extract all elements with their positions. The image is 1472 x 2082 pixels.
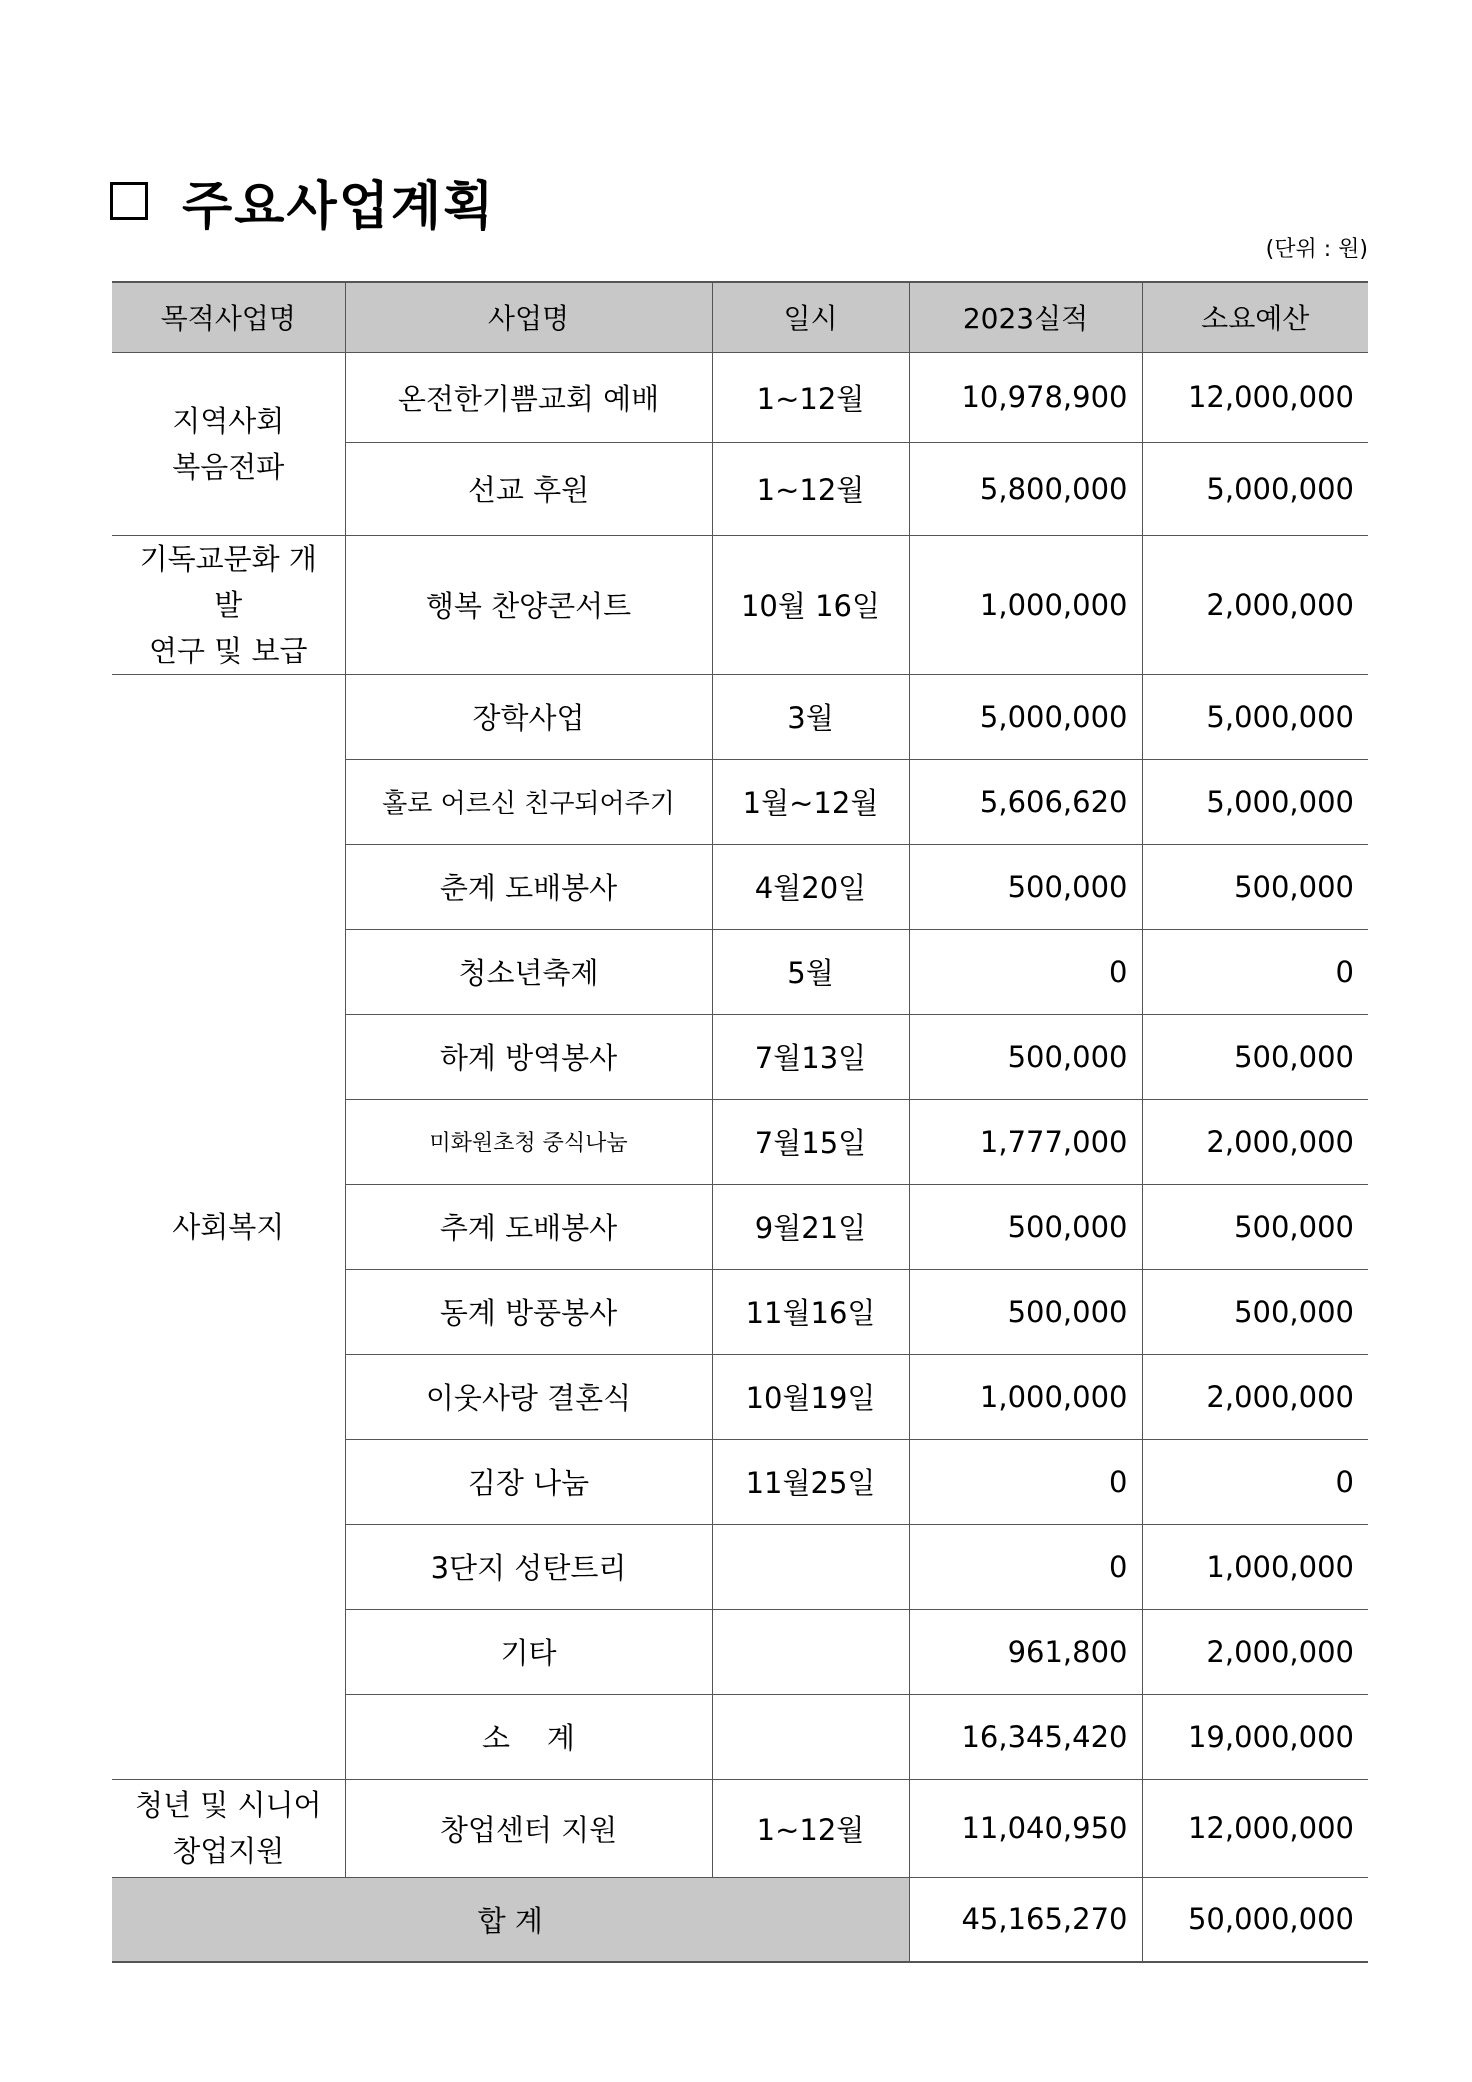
budget-value: 500,000 (1142, 1014, 1368, 1099)
total-actual: 45,165,270 (909, 1877, 1142, 1962)
actual-value: 500,000 (909, 844, 1142, 929)
project-date: 7월13일 (712, 1014, 909, 1099)
project-date: 3월 (712, 674, 909, 759)
project-name: 창업센터 지원 (345, 1779, 712, 1877)
purpose-label: 청년 및 시니어 창업지원 (134, 1788, 322, 1868)
header-actual: 2023실적 (909, 282, 1142, 352)
budget-value: 5,000,000 (1142, 674, 1368, 759)
purpose-label: 기독교문화 개발 연구 및 보급 (139, 541, 317, 668)
project-name: 청소년축제 (345, 929, 712, 1014)
project-name: 선교 후원 (345, 442, 712, 535)
actual-value: 1,000,000 (909, 1354, 1142, 1439)
project-name: 추계 도배봉사 (345, 1184, 712, 1269)
budget-value: 500,000 (1142, 1184, 1368, 1269)
project-date (712, 1609, 909, 1694)
project-name: 이웃사랑 결혼식 (345, 1354, 712, 1439)
project-name: 3단지 성탄트리 (345, 1524, 712, 1609)
project-date (712, 1524, 909, 1609)
actual-value: 500,000 (909, 1014, 1142, 1099)
budget-value: 2,000,000 (1142, 1354, 1368, 1439)
budget-value: 500,000 (1142, 1269, 1368, 1354)
business-plan-table (112, 281, 1368, 1963)
table-row (112, 674, 1368, 759)
header-row (112, 282, 1368, 352)
unit-note: (단위 : 원) (1265, 237, 1368, 262)
project-name: 홀로 어르신 친구되어주기 (345, 759, 712, 844)
purpose-cell (112, 535, 345, 674)
header-date: 일시 (712, 282, 909, 352)
actual-value: 500,000 (909, 1269, 1142, 1354)
project-name: 하계 방역봉사 (345, 1014, 712, 1099)
budget-value: 2,000,000 (1142, 1099, 1368, 1184)
actual-value: 1,777,000 (909, 1099, 1142, 1184)
page-title (110, 166, 495, 236)
total-label: 합 계 (112, 1877, 909, 1962)
purpose-cell (112, 674, 345, 1779)
actual-value: 961,800 (909, 1609, 1142, 1694)
budget-value: 5,000,000 (1142, 759, 1368, 844)
project-date: 5월 (712, 929, 909, 1014)
project-date: 1~12월 (712, 352, 909, 442)
budget-value: 19,000,000 (1142, 1694, 1368, 1779)
actual-value: 500,000 (909, 1184, 1142, 1269)
project-date: 7월15일 (712, 1099, 909, 1184)
actual-value: 11,040,950 (909, 1779, 1142, 1877)
project-date: 1~12월 (712, 1779, 909, 1877)
header-project: 사업명 (345, 282, 712, 352)
project-name: 김장 나눔 (345, 1439, 712, 1524)
purpose-cell (112, 1779, 345, 1877)
actual-value: 1,000,000 (909, 535, 1142, 674)
project-date: 10월19일 (712, 1354, 909, 1439)
actual-value: 0 (909, 1524, 1142, 1609)
project-date: 10월 16일 (712, 535, 909, 674)
budget-value: 0 (1142, 1439, 1368, 1524)
project-date (712, 1694, 909, 1779)
total-budget: 50,000,000 (1142, 1877, 1368, 1962)
project-name: 미화원초청 중식나눔 (345, 1099, 712, 1184)
total-row (112, 1877, 1368, 1962)
budget-value: 5,000,000 (1142, 442, 1368, 535)
budget-value: 2,000,000 (1142, 535, 1368, 674)
header-purpose: 목적사업명 (112, 282, 345, 352)
actual-value: 5,000,000 (909, 674, 1142, 759)
purpose-label: 사회복지 (172, 1209, 285, 1244)
purpose-cell (112, 352, 345, 535)
checkbox-square-icon (110, 182, 148, 220)
project-name: 온전한기쁨교회 예배 (345, 352, 712, 442)
project-name: 동계 방풍봉사 (345, 1269, 712, 1354)
header-budget: 소요예산 (1142, 282, 1368, 352)
actual-value: 0 (909, 1439, 1142, 1524)
subtotal-label: 소 계 (345, 1694, 712, 1779)
budget-value: 500,000 (1142, 844, 1368, 929)
actual-value: 5,800,000 (909, 442, 1142, 535)
project-date: 11월16일 (712, 1269, 909, 1354)
budget-value: 2,000,000 (1142, 1609, 1368, 1694)
project-name: 춘계 도배봉사 (345, 844, 712, 929)
project-date: 11월25일 (712, 1439, 909, 1524)
actual-value: 16,345,420 (909, 1694, 1142, 1779)
project-date: 4월20일 (712, 844, 909, 929)
project-date: 9월21일 (712, 1184, 909, 1269)
actual-value: 10,978,900 (909, 352, 1142, 442)
project-date: 1월~12월 (712, 759, 909, 844)
project-name: 기타 (345, 1609, 712, 1694)
table-row (112, 535, 1368, 674)
project-name: 장학사업 (345, 674, 712, 759)
project-name: 행복 찬양콘서트 (345, 535, 712, 674)
title-text: 주요사업계획 (182, 176, 496, 237)
actual-value: 5,606,620 (909, 759, 1142, 844)
budget-value: 12,000,000 (1142, 352, 1368, 442)
table-row (112, 1779, 1368, 1877)
purpose-label: 지역사회 복음전파 (172, 403, 285, 484)
budget-value: 12,000,000 (1142, 1779, 1368, 1877)
budget-value: 0 (1142, 929, 1368, 1014)
table-row (112, 352, 1368, 442)
project-date: 1~12월 (712, 442, 909, 535)
budget-value: 1,000,000 (1142, 1524, 1368, 1609)
actual-value: 0 (909, 929, 1142, 1014)
